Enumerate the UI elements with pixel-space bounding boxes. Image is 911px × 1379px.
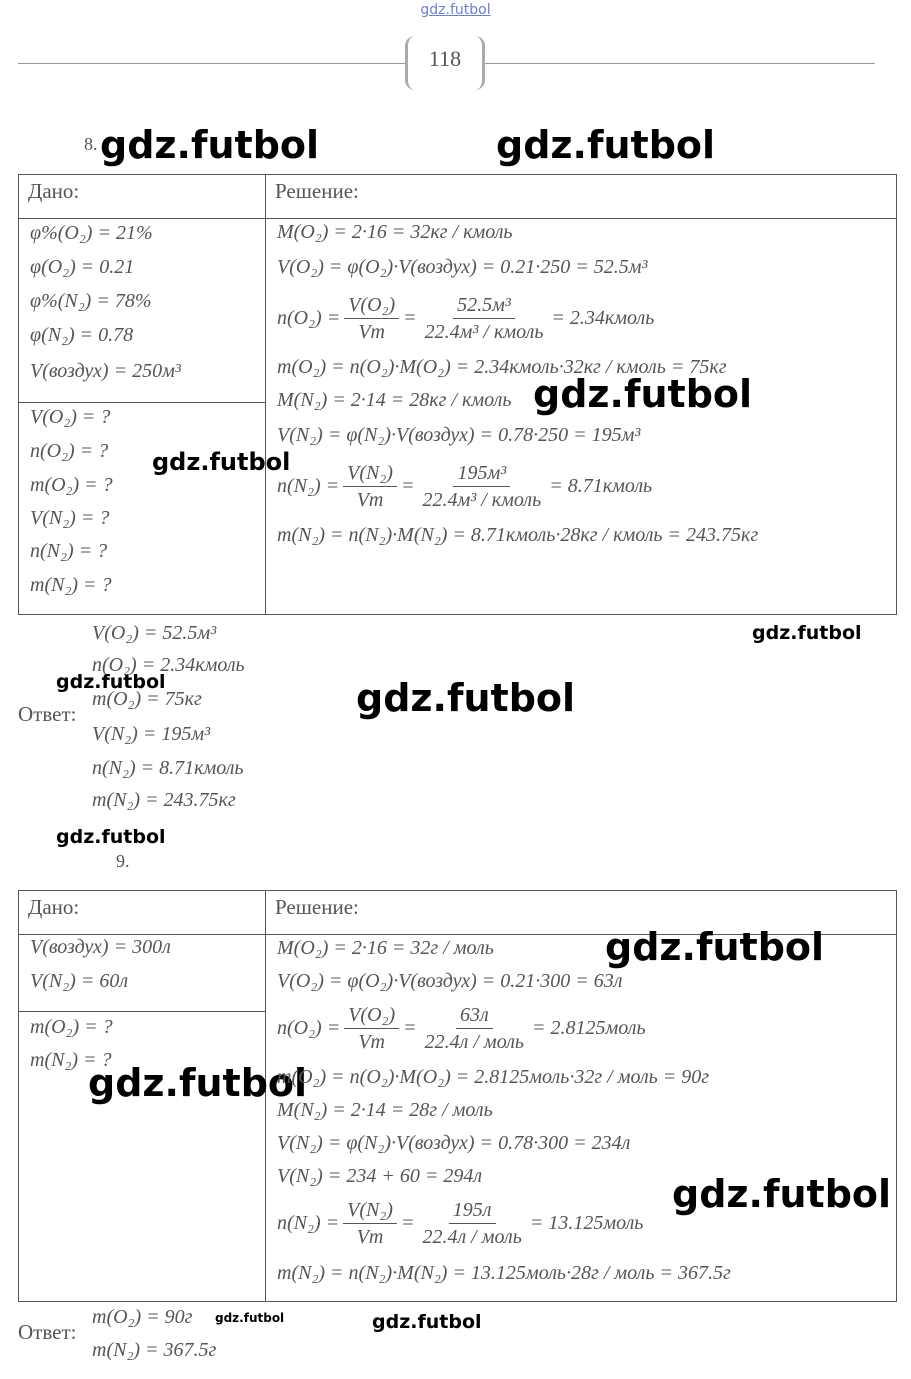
fraction-numerator: 63л: [456, 1002, 493, 1029]
equals-sign: =: [400, 1212, 415, 1234]
fraction-numerator: V(O₂): [344, 292, 399, 319]
watermark: gdz.futbol: [88, 1061, 308, 1105]
given-header: Дано:: [28, 179, 80, 203]
solution-fraction-line: [277, 1197, 643, 1250]
fraction-rhs: = 13.125моль: [529, 1212, 644, 1234]
fraction: [344, 292, 399, 345]
answer-item: n(O₂) = 2.34кмоль: [92, 654, 245, 676]
solution-line: V(N₂) = 234 + 60 = 294л: [277, 1165, 483, 1187]
solution-line: M(N₂) = 2·14 = 28г / моль: [277, 1099, 493, 1121]
answer-item: m(O₂) = 75кг: [92, 688, 202, 710]
fraction-lhs: n(O₂) =: [277, 1017, 341, 1039]
fraction-denominator: Vm: [356, 489, 384, 511]
fraction-denominator: Vm: [358, 321, 386, 343]
header-rule-right: [485, 63, 875, 64]
answer-label: Ответ:: [18, 1320, 77, 1344]
equals-sign: =: [403, 307, 417, 329]
find-item: m(N₂) = ?: [30, 1049, 112, 1071]
solution-line: M(N₂) = 2·14 = 28кг / кмоль: [277, 389, 512, 411]
solution-line: m(O₂) = n(O₂)·M(O₂) = 2.34кмоль·32кг / кмоль = 75кг: [277, 356, 727, 378]
answer-item: m(N₂) = 367.5г: [92, 1339, 217, 1361]
table-divider: [265, 174, 266, 615]
problem9-number: 9.: [116, 851, 130, 871]
watermark: gdz.futbol: [56, 671, 166, 693]
fraction-lhs: n(N₂) =: [277, 1212, 340, 1234]
fraction-rhs: = 2.34кмоль: [551, 307, 655, 329]
given-item: V(воздух) = 300л: [30, 936, 171, 958]
given-item: φ(O₂) = 0.21: [30, 256, 135, 278]
given-item: V(N₂) = 60л: [30, 970, 129, 992]
given-item: V(воздух) = 250м³: [30, 360, 181, 382]
fraction: [418, 460, 545, 513]
table-divider: [18, 402, 266, 403]
find-item: V(N₂) = ?: [30, 507, 110, 529]
solution-line: M(O₂) = 2·16 = 32г / моль: [277, 937, 494, 959]
fraction-denominator: Vm: [356, 1226, 384, 1248]
equals-sign: =: [403, 1017, 417, 1039]
fraction-numerator: 195м³: [453, 460, 510, 487]
fraction-denominator: 22.4л / моль: [422, 1226, 522, 1248]
watermark: gdz.futbol: [533, 372, 753, 416]
find-item: m(N₂) = ?: [30, 574, 112, 596]
solution-line: m(O₂) = n(O₂)·M(O₂) = 2.8125моль·32г / моль = 90г: [277, 1066, 710, 1088]
watermark: gdz.futbol: [605, 925, 825, 969]
fraction: [344, 1002, 399, 1055]
fraction: [421, 292, 548, 345]
answer-label: Ответ:: [18, 702, 77, 726]
given-item: φ(N₂) = 0.78: [30, 324, 134, 346]
problem8-number: 8.: [84, 134, 98, 154]
solution-fraction-line: [277, 460, 652, 513]
fraction-denominator: 22.4м³ / кмоль: [422, 489, 542, 511]
solution-line: V(N₂) = φ(N₂)·V(воздух) = 0.78·250 = 195м³: [277, 424, 641, 446]
watermark: gdz.futbol: [215, 1311, 285, 1325]
watermark: gdz.futbol: [356, 676, 576, 720]
fraction: [421, 1002, 528, 1055]
header-rule-left: [18, 63, 408, 64]
answer-item: n(N₂) = 8.71кмоль: [92, 757, 244, 779]
answer-item: V(N₂) = 195м³: [92, 723, 211, 745]
fraction: [343, 1197, 397, 1250]
answer-item: m(O₂) = 90г: [92, 1306, 193, 1328]
solution-header: Решение:: [275, 895, 359, 919]
given-item: φ%(O₂) = 21%: [30, 222, 153, 244]
solution-header: Решение:: [275, 179, 359, 203]
fraction: [343, 460, 397, 513]
solution-line: V(O₂) = φ(O₂)·V(воздух) = 0.21·250 = 52.5м³: [277, 256, 648, 278]
fraction-numerator: V(N₂): [343, 460, 397, 487]
watermark: gdz.futbol: [752, 622, 862, 644]
answer-item: m(N₂) = 243.75кг: [92, 789, 236, 811]
table-divider: [18, 218, 897, 219]
page-number: 118: [428, 46, 462, 71]
equals-sign: =: [400, 475, 415, 497]
given-item: φ%(N₂) = 78%: [30, 290, 152, 312]
solution-line: V(O₂) = φ(O₂)·V(воздух) = 0.21·300 = 63л: [277, 970, 623, 992]
fraction-numerator: 52.5м³: [453, 292, 515, 319]
table-divider: [18, 1011, 266, 1012]
watermark: gdz.futbol: [152, 448, 291, 476]
watermark: gdz.futbol: [496, 123, 716, 167]
solution-line: m(N₂) = n(N₂)·M(N₂) = 13.125моль·28г / моль = 367.5г: [277, 1262, 731, 1284]
fraction-numerator: 195л: [449, 1197, 496, 1224]
fraction: [418, 1197, 525, 1250]
fraction-denominator: 22.4л / моль: [424, 1031, 525, 1053]
top-watermark-link[interactable]: gdz.futbol: [420, 2, 491, 18]
solution-line: V(N₂) = φ(N₂)·V(воздух) = 0.78·300 = 234л: [277, 1132, 631, 1154]
find-item: n(N₂) = ?: [30, 540, 108, 562]
fraction-denominator: Vm: [358, 1031, 386, 1053]
fraction-numerator: V(N₂): [343, 1197, 397, 1224]
watermark: gdz.futbol: [100, 123, 320, 167]
fraction-numerator: V(O₂): [344, 1002, 399, 1029]
fraction-rhs: = 8.71кмоль: [549, 475, 653, 497]
find-item: m(O₂) = ?: [30, 474, 113, 496]
fraction-lhs: n(N₂) =: [277, 475, 340, 497]
fraction-denominator: 22.4м³ / кмоль: [424, 321, 544, 343]
find-item: m(O₂) = ?: [30, 1016, 113, 1038]
fraction-rhs: = 2.8125моль: [532, 1017, 646, 1039]
watermark: gdz.futbol: [672, 1172, 892, 1216]
given-header: Дано:: [28, 895, 80, 919]
fraction-lhs: n(O₂) =: [277, 307, 341, 329]
solution-line: m(N₂) = n(N₂)·M(N₂) = 8.71кмоль·28кг / кмоль = 243.75кг: [277, 524, 759, 546]
solution-fraction-line: [277, 1002, 646, 1055]
watermark: gdz.futbol: [56, 826, 166, 848]
solution-fraction-line: [277, 292, 654, 345]
find-item: V(O₂) = ?: [30, 406, 111, 428]
find-item: n(O₂) = ?: [30, 440, 109, 462]
watermark: gdz.futbol: [372, 1311, 482, 1333]
answer-item: V(O₂) = 52.5м³: [92, 622, 217, 644]
solution-line: M(O₂) = 2·16 = 32кг / кмоль: [277, 221, 513, 243]
